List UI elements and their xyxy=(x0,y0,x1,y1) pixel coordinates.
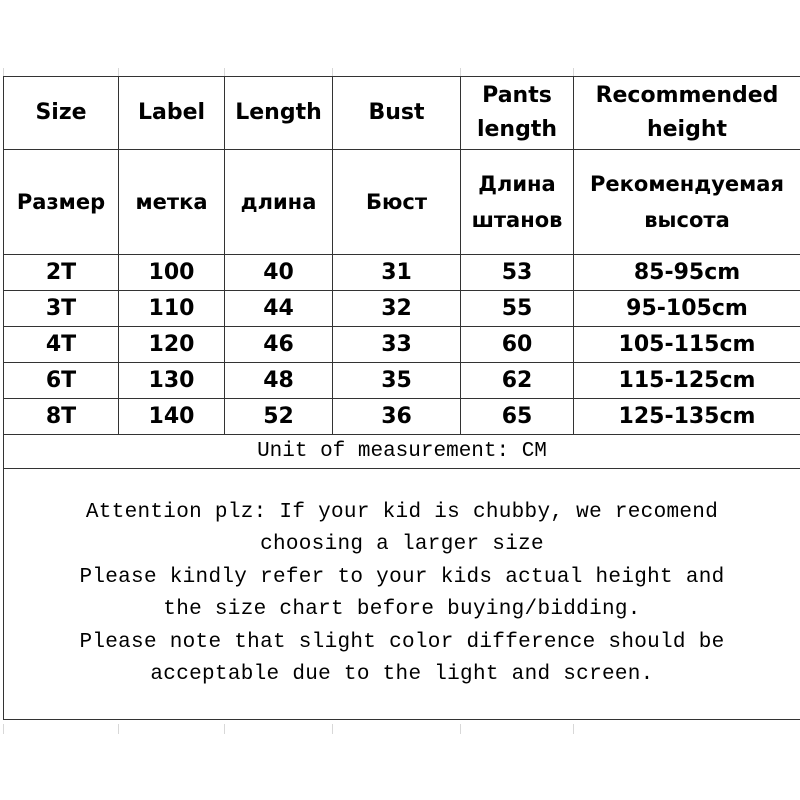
cell-height: 125-135cm xyxy=(574,399,800,435)
note-line: Please note that slight color difference should be xyxy=(79,630,725,654)
header-line: Длина xyxy=(478,172,556,196)
header-pants-length-ru xyxy=(461,150,574,255)
table-row xyxy=(4,327,800,363)
header-pants-length xyxy=(461,77,574,150)
cell-size: 6T xyxy=(4,363,119,399)
note-line: acceptable due to the light and screen. xyxy=(150,663,654,686)
header-size: Size xyxy=(4,77,119,150)
header-bust-ru: Бюст xyxy=(333,150,461,255)
header-label-ru: метка xyxy=(119,150,225,255)
grid-stub xyxy=(573,724,574,734)
notes-row xyxy=(4,469,800,720)
note-line: Attention plz: If your kid is chubby, we recomend xyxy=(85,500,719,524)
header-line: length xyxy=(476,117,558,142)
cell-pants: 53 xyxy=(461,255,574,291)
grid-stub xyxy=(332,724,333,734)
grid-stub xyxy=(3,68,4,76)
grid-stub xyxy=(573,68,574,76)
cell-length: 46 xyxy=(225,327,333,363)
cell-label: 110 xyxy=(119,291,225,327)
cell-bust: 35 xyxy=(333,363,461,399)
grid-stub xyxy=(224,724,225,734)
header-label: Label xyxy=(119,77,225,150)
cell-length: 40 xyxy=(225,255,333,291)
cell-length: 48 xyxy=(225,363,333,399)
cell-pants: 60 xyxy=(461,327,574,363)
cell-label: 140 xyxy=(119,399,225,435)
header-row-russian xyxy=(4,150,800,255)
header-recommended-height-ru xyxy=(574,150,800,255)
cell-bust: 33 xyxy=(333,327,461,363)
header-row-english xyxy=(4,77,800,150)
cell-height: 115-125cm xyxy=(574,363,800,399)
cell-label: 130 xyxy=(119,363,225,399)
header-line: Recommended xyxy=(595,83,779,108)
cell-size: 3T xyxy=(4,291,119,327)
cell-height: 85-95cm xyxy=(574,255,800,291)
cell-height: 95-105cm xyxy=(574,291,800,327)
cell-bust: 32 xyxy=(333,291,461,327)
grid-stub xyxy=(224,68,225,76)
cell-height: 105-115cm xyxy=(574,327,800,363)
grid-stub xyxy=(332,68,333,76)
cell-length: 52 xyxy=(225,399,333,435)
grid-stub xyxy=(460,68,461,76)
header-length: Length xyxy=(225,77,333,150)
header-line: Pants xyxy=(482,83,552,108)
note-line: choosing a larger size xyxy=(260,533,544,556)
table-row xyxy=(4,255,800,291)
header-recommended-height xyxy=(574,77,800,150)
header-bust: Bust xyxy=(333,77,461,150)
grid-stub xyxy=(460,724,461,734)
unit-row xyxy=(4,435,800,469)
header-size-ru: Размер xyxy=(4,150,119,255)
header-line: height xyxy=(646,117,728,142)
grid-stub xyxy=(3,724,4,734)
table-row xyxy=(4,363,800,399)
header-length-ru: длина xyxy=(225,150,333,255)
cell-pants: 65 xyxy=(461,399,574,435)
unit-of-measurement: Unit of measurement: CM xyxy=(4,435,800,469)
table-row xyxy=(4,291,800,327)
cell-bust: 31 xyxy=(333,255,461,291)
notes-cell xyxy=(4,469,800,720)
size-chart-table xyxy=(3,76,800,720)
cell-size: 8T xyxy=(4,399,119,435)
table-row xyxy=(4,399,800,435)
header-line: штанов xyxy=(471,208,563,232)
cell-length: 44 xyxy=(225,291,333,327)
grid-stub xyxy=(118,68,119,76)
cell-label: 100 xyxy=(119,255,225,291)
note-line: Please kindly refer to your kids actual height and xyxy=(79,565,725,589)
cell-label: 120 xyxy=(119,327,225,363)
cell-size: 2T xyxy=(4,255,119,291)
cell-bust: 36 xyxy=(333,399,461,435)
header-line: высота xyxy=(644,208,730,232)
note-line: the size chart before buying/bidding. xyxy=(163,598,641,621)
cell-pants: 62 xyxy=(461,363,574,399)
cell-pants: 55 xyxy=(461,291,574,327)
header-line: Рекомендуемая xyxy=(590,172,784,196)
cell-size: 4T xyxy=(4,327,119,363)
grid-stub xyxy=(118,724,119,734)
